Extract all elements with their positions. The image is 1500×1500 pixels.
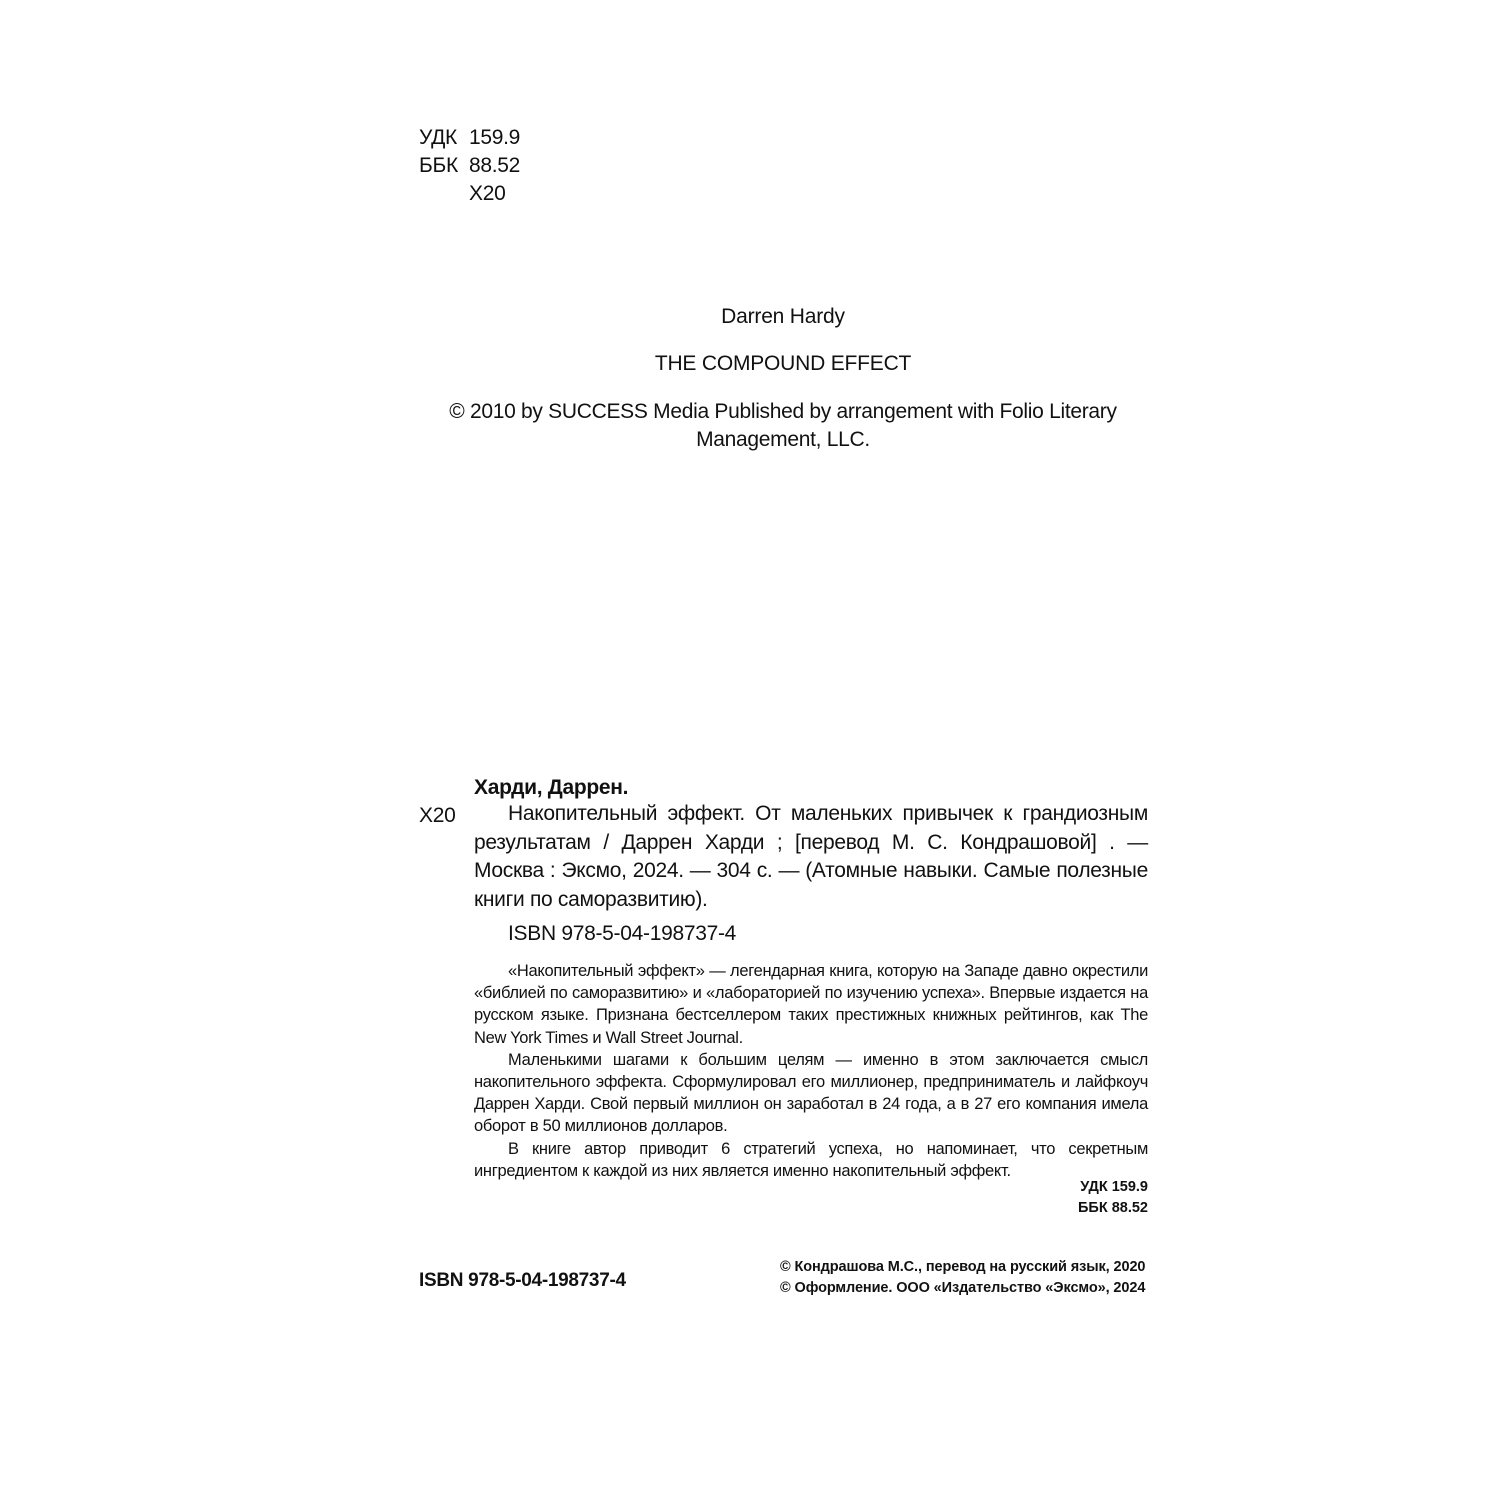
udk-row <box>419 124 520 152</box>
bbk-label: ББК <box>419 154 458 177</box>
bibliographic-description: Накопительный эффект. От маленьких привычек к грандиозным результатам / Даррен Харди ; [перевод М. С. Кондрашовой] . — Москва : Эксмо, 2024. — 304 с. — (Атомные навыки. Самые полезные книги по саморазвитию). <box>474 802 1148 911</box>
original-title: THE COMPOUND EFFECT <box>654 352 912 375</box>
footer-isbn: ISBN 978-5-04-198737-4 <box>419 1270 626 1291</box>
bbk-row <box>419 152 520 180</box>
copyright-design: © Оформление. ООО «Издательство «Эксмо», 2024 <box>780 1280 1146 1296</box>
annotation-paragraph: Маленькими шагами к большим целям — именно в этом заключается смысл накопительного эффекта. Сформулировал его миллионер, предприниматель и лайфкоуч Даррен Харди. Свой первый миллион он заработал в 24 года, а в 27 его компания имела оборот в 50 миллионов долларов. <box>474 1050 1148 1136</box>
annotation-paragraph: В книге автор приводит 6 стратегий успеха, но напоминает, что секретным ингредиентом к каждой из них является именно накопительный эффект. <box>474 1139 1148 1180</box>
author-mark: Х20 <box>469 182 506 205</box>
classification-block <box>419 124 520 208</box>
annotation-paragraph: «Накопительный эффект» — легендарная книга, которую на Западе давно окрестили «библией по саморазвитию» и «лабораторией по изучению успеха». Впервые издается на русском языке. Признана бестселлером таких престижных книжных рейтингов, как The New York Times и Wall Street Journal. <box>474 962 1148 1047</box>
bibliographic-isbn: ISBN 978-5-04-198737-4 <box>508 922 737 945</box>
bibliographic-author-heading: Харди, Даррен. <box>474 776 629 799</box>
bottom-classification <box>1000 1177 1148 1219</box>
copyright-translation: © Кондрашова М.С., перевод на русский язык, 2020 <box>780 1259 1146 1275</box>
bottom-bbk: ББК 88.52 <box>1077 1200 1148 1216</box>
udk-value: 159.9 <box>469 126 521 149</box>
original-author: Darren Hardy <box>721 305 845 328</box>
bottom-udk: УДК 159.9 <box>1080 1179 1148 1195</box>
bbk-value: 88.52 <box>469 154 521 177</box>
original-copyright: © 2010 by SUCCESS Media Published by arrangement with Folio Literary Management, LLC. <box>449 400 1117 451</box>
author-mark-row <box>419 180 520 208</box>
footer-copyrights <box>780 1257 1145 1299</box>
udk-label: УДК <box>419 126 457 149</box>
bibliographic-author-mark: Х20 <box>419 804 456 827</box>
annotation <box>474 960 1148 1182</box>
